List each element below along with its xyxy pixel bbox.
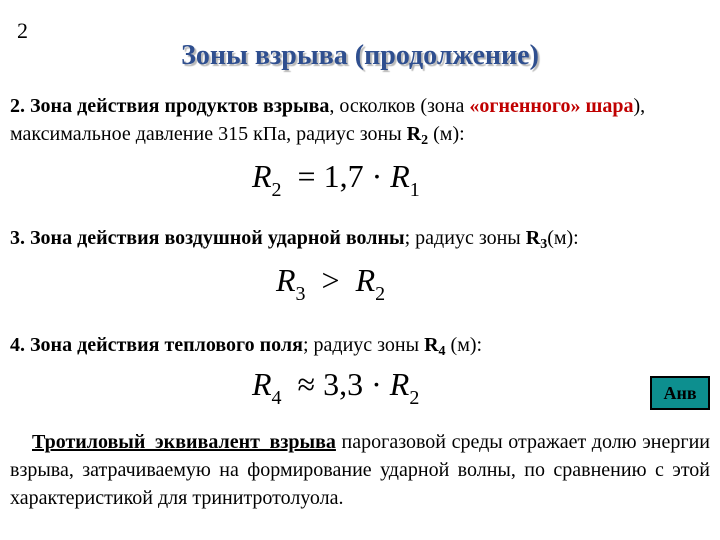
section-2-term: Зона действия продуктов взрыва [30, 95, 330, 117]
conclusion-paragraph [10, 428, 710, 512]
section-4 [10, 331, 710, 359]
section-4-text-c: (м): [445, 334, 483, 356]
section-3 [10, 224, 710, 252]
section-2-number: 2. [10, 95, 25, 117]
formula-r4: $R_4 \approx 3,3 \cdot R_2$ [252, 366, 420, 409]
page-title: Зоны взрыва (продолжение) [181, 40, 539, 71]
tnt-equivalent-term: Тротиловый эквивалент взрыва [32, 431, 336, 453]
section-2-text-b: ), максимальное давление 315 кПа, радиус зоны [10, 95, 646, 145]
section-2-radius: $R_2$ [406, 123, 429, 148]
section-2-text-c: (м): [428, 123, 465, 145]
section-3-number: 3. [10, 227, 25, 249]
section-3-text-a: ; радиус зоны [404, 227, 526, 249]
section-3-term: Зона действия воздушной ударной волны [30, 227, 405, 249]
section-4-text-a: ; радиус зоны [302, 334, 425, 356]
section-3-text-c: (м): [547, 227, 579, 249]
section-4-radius: $R_4$ [424, 334, 446, 359]
section-3-radius: $R_3$ [525, 227, 548, 252]
formula-r2: $R_2 = 1,7 \cdot R_1$ [252, 158, 420, 201]
slide-number: 2 [17, 18, 28, 43]
conclusion-text: парогазовой среды отражает долю энергии взрыва, затрачиваемую на формирование ударной волны, по сравнению с этой характеристикой для тринитротолуола. [10, 431, 710, 509]
section-2 [10, 92, 710, 148]
section-2-text-a: , осколков (зона [329, 95, 470, 117]
fireball-label: «огненного» шара [469, 95, 634, 117]
section-4-number: 4. [10, 334, 25, 356]
section-4-term: Зона действия теплового поля [30, 334, 303, 356]
formula-r3: $R_3 > R_2$ [276, 262, 386, 305]
anv-button[interactable]: Анв [650, 376, 710, 410]
